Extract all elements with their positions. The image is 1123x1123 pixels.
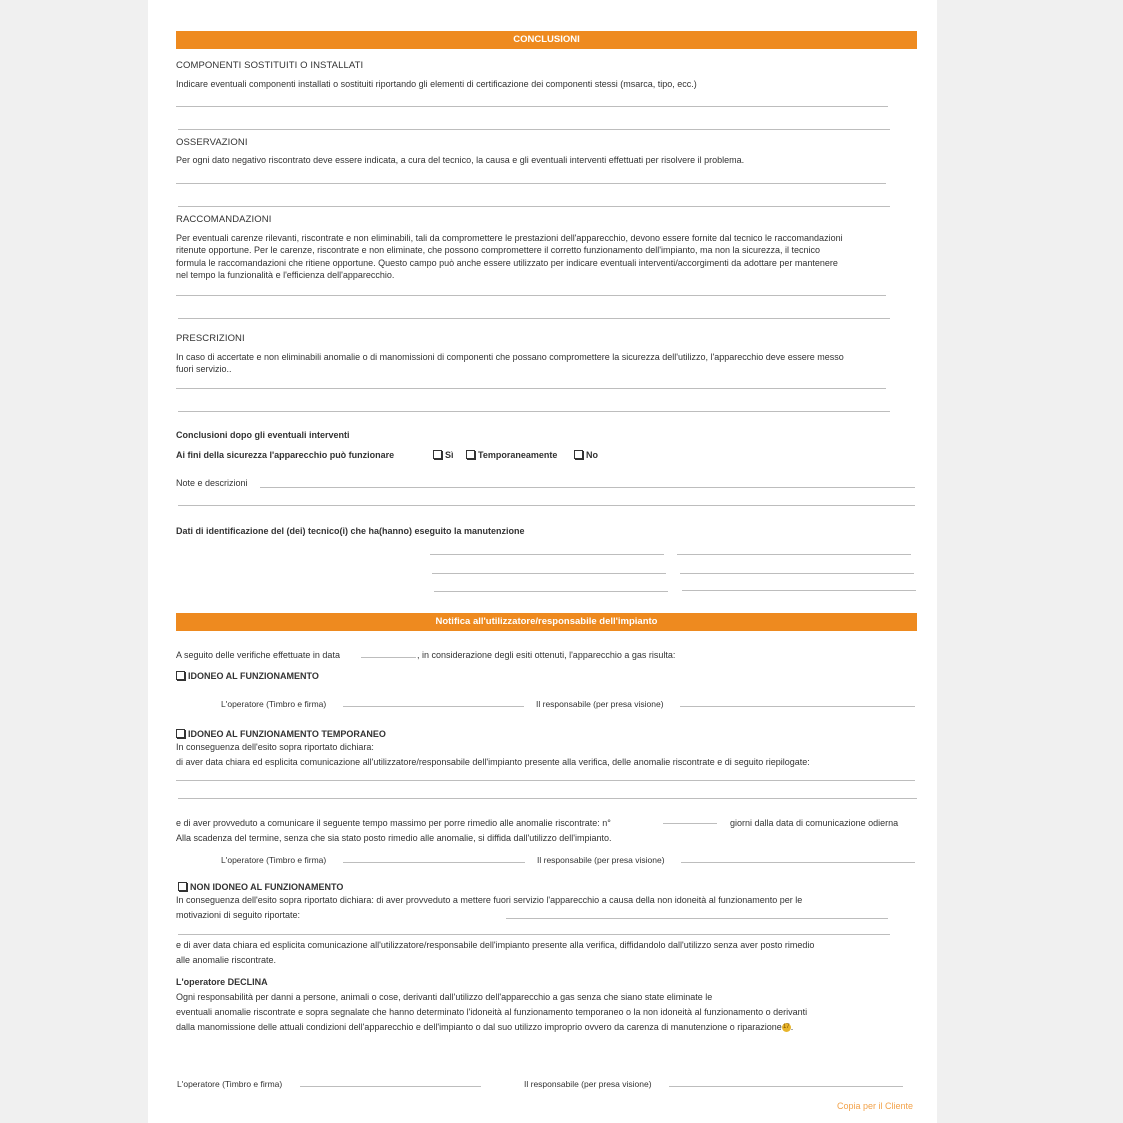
componenti-title: COMPONENTI SOSTITUITI O INSTALLATI xyxy=(176,60,364,71)
tecnico-line-3a[interactable] xyxy=(434,591,668,592)
option-si[interactable]: Sì xyxy=(433,449,454,461)
prescrizioni-line-2[interactable] xyxy=(178,411,890,412)
declina-line-2: eventuali anomalie riscontrate e sopra segnalate che hanno determinato l'idoneità al funzionamento temporaneo o la non idoneità al funzionamento o derivanti xyxy=(176,1007,808,1017)
seal-icon: 17 xyxy=(782,1024,790,1031)
idoneo-responsabile-line[interactable] xyxy=(680,706,915,707)
idoneo-responsabile-label: Il responsabile (per presa visione) xyxy=(536,699,664,709)
notifica-intro-a: A seguito delle verifiche effettuate in data xyxy=(176,650,340,660)
checkbox-icon[interactable] xyxy=(574,450,583,459)
non-idoneo-fill-line-2[interactable] xyxy=(178,934,890,935)
final-operatore-line[interactable] xyxy=(300,1086,481,1087)
checkbox-icon[interactable] xyxy=(176,729,185,738)
non-idoneo-line-1: In conseguenza dell'esito sopra riportato dichiara: di aver provveduto a mettere fuori servizio l'apparecchio a causa della non idoneità al funzionamento per le xyxy=(176,895,803,905)
osservazioni-title: OSSERVAZIONI xyxy=(176,137,248,148)
tecnico-line-1a[interactable] xyxy=(430,554,664,555)
final-responsabile-line[interactable] xyxy=(669,1086,903,1087)
tecnici-label: Dati di identificazione del (dei) tecnico(i) che ha(hanno) eseguito la manutenzione xyxy=(176,526,525,536)
tecnico-line-1b[interactable] xyxy=(677,554,911,555)
temporaneo-responsabile-line[interactable] xyxy=(681,862,915,863)
tecnico-line-3b[interactable] xyxy=(682,590,916,591)
componenti-line-1[interactable] xyxy=(176,106,888,107)
componenti-line-2[interactable] xyxy=(178,129,890,130)
prescrizioni-title: PRESCRIZIONI xyxy=(176,333,245,344)
copy-label: Copia per il Cliente xyxy=(837,1101,914,1111)
declina-line-1: Ogni responsabilità per danni a persone, animali o cose, derivanti dall'utilizzo dell'apparecchio a gas senza che siano state eliminate le xyxy=(176,992,713,1002)
final-responsabile-label: Il responsabile (per presa visione) xyxy=(524,1079,652,1089)
temporaneo-option[interactable]: IDONEO AL FUNZIONAMENTO TEMPORANEO xyxy=(176,728,386,740)
final-operatore-label: L'operatore (Timbro e firma) xyxy=(177,1079,283,1089)
raccomandazioni-line-2[interactable] xyxy=(178,318,890,319)
declina-line-3: dalla manomissione delle attuali condizioni dell'apparecchio e dell'impianto o dal suo utilizzo improprio ovvero da carenza di manutenzione o riparazione17. xyxy=(176,1022,794,1032)
conclusioni-header: CONCLUSIONI xyxy=(176,31,917,49)
osservazioni-line-1[interactable] xyxy=(176,183,886,184)
temporaneo-line-2: di aver data chiara ed esplicita comunicazione all'utilizzatore/responsabile dell'impianto presente alla verifica, delle anomalie riscontrate e di seguito riepilogate: xyxy=(176,757,810,767)
note-line-2[interactable] xyxy=(178,505,915,506)
non-idoneo-fill-line-1[interactable] xyxy=(506,918,888,919)
raccomandazioni-desc-4: nel tempo la funzionalità e l'efficienza dell'apparecchio. xyxy=(176,270,395,280)
prescrizioni-line-1[interactable] xyxy=(176,388,886,389)
sicurezza-question: Ai fini della sicurezza l'apparecchio può funzionare xyxy=(176,450,395,460)
checkbox-icon[interactable] xyxy=(433,450,442,459)
non-idoneo-line-3: e di aver data chiara ed esplicita comunicazione all'utilizzatore/responsabile dell'impianto presente alla verifica, diffidandolo dall'utilizzo senza aver posto rimedio xyxy=(176,940,815,950)
prescrizioni-desc-1: In caso di accertate e non eliminabili anomalie o di manomissioni di componenti che possano compromettere la sicurezza dell'utilizzo, l'apparecchio deve essere messo xyxy=(176,352,844,362)
note-label: Note e descrizioni xyxy=(176,478,248,488)
idoneo-operatore-label: L'operatore (Timbro e firma) xyxy=(221,699,327,709)
checkbox-icon[interactable] xyxy=(178,882,187,891)
raccomandazioni-desc-2: ritenute opportune. Per le carenze, riscontrate e non eliminate, che possono compromettere il corretto funzionamento dell'impianto, ma non la sicurezza, il tecnico xyxy=(176,245,821,255)
non-idoneo-option[interactable]: NON IDONEO AL FUNZIONAMENTO xyxy=(178,881,343,893)
idoneo-operatore-line[interactable] xyxy=(343,706,524,707)
declina-title: L'operatore DECLINA xyxy=(176,977,268,987)
temporaneo-line-4: Alla scadenza del termine, senza che sia stato posto rimedio alle anomalie, si diffida dall'utilizzo dell'impianto. xyxy=(176,833,612,843)
raccomandazioni-desc-3: formula le raccomandazioni che ritiene opportune. Questo campo può anche essere utilizzato per indicare eventuali interventi/accorgimenti da adottare per mantenere xyxy=(176,258,838,268)
idoneo-option[interactable]: IDONEO AL FUNZIONAMENTO xyxy=(176,670,319,682)
non-idoneo-line-4: alle anomalie riscontrate. xyxy=(176,955,277,965)
conclusioni-interventi-title: Conclusioni dopo gli eventuali interventi xyxy=(176,430,350,440)
prescrizioni-desc-2: fuori servizio.. xyxy=(176,364,232,374)
tecnico-line-2b[interactable] xyxy=(680,573,914,574)
temporaneo-line-3a: e di aver provveduto a comunicare il seguente tempo massimo per porre rimedio alle anomalie riscontrate: n° xyxy=(176,818,611,828)
temporaneo-line-3b: giorni dalla data di comunicazione odierna xyxy=(730,818,899,828)
tecnico-line-2a[interactable] xyxy=(432,573,666,574)
checkbox-icon[interactable] xyxy=(176,671,185,680)
notifica-date-line[interactable] xyxy=(361,657,416,658)
componenti-desc: Indicare eventuali componenti installati o sostituiti riportando gli elementi di certificazione dei componenti stessi (msarca, tipo, ecc.) xyxy=(176,79,697,89)
non-idoneo-line-2: motivazioni di seguito riportate: xyxy=(176,910,301,920)
temporaneo-fill-line-2[interactable] xyxy=(178,798,917,799)
note-line-1[interactable] xyxy=(260,487,915,488)
temporaneo-line-1: In conseguenza dell'esito sopra riportato dichiara: xyxy=(176,742,374,752)
option-temporaneamente[interactable]: Temporaneamente xyxy=(466,449,557,461)
osservazioni-line-2[interactable] xyxy=(178,206,890,207)
raccomandazioni-desc-1: Per eventuali carenze rilevanti, riscontrate e non eliminabili, tali da compromettere le prestazioni dell'apparecchio, devono essere fornite dal tecnico le raccomandazioni xyxy=(176,233,843,243)
osservazioni-desc: Per ogni dato negativo riscontrato deve essere indicata, a cura del tecnico, la causa e gli eventuali interventi effettuati per risolvere il problema. xyxy=(176,155,745,165)
temporaneo-fill-line-1[interactable] xyxy=(176,780,915,781)
raccomandazioni-line-1[interactable] xyxy=(176,295,886,296)
raccomandazioni-title: RACCOMANDAZIONI xyxy=(176,214,272,225)
temporaneo-operatore-line[interactable] xyxy=(343,862,525,863)
temporaneo-responsabile-label: Il responsabile (per presa visione) xyxy=(537,855,665,865)
notifica-intro-b: , in considerazione degli esiti ottenuti, l'apparecchio a gas risulta: xyxy=(417,650,676,660)
option-no[interactable]: No xyxy=(574,449,598,461)
temporaneo-giorni-line[interactable] xyxy=(663,823,717,824)
notifica-header: Notifica all'utilizzatore/responsabile dell'impianto xyxy=(176,613,917,631)
checkbox-icon[interactable] xyxy=(466,450,475,459)
temporaneo-operatore-label: L'operatore (Timbro e firma) xyxy=(221,855,327,865)
